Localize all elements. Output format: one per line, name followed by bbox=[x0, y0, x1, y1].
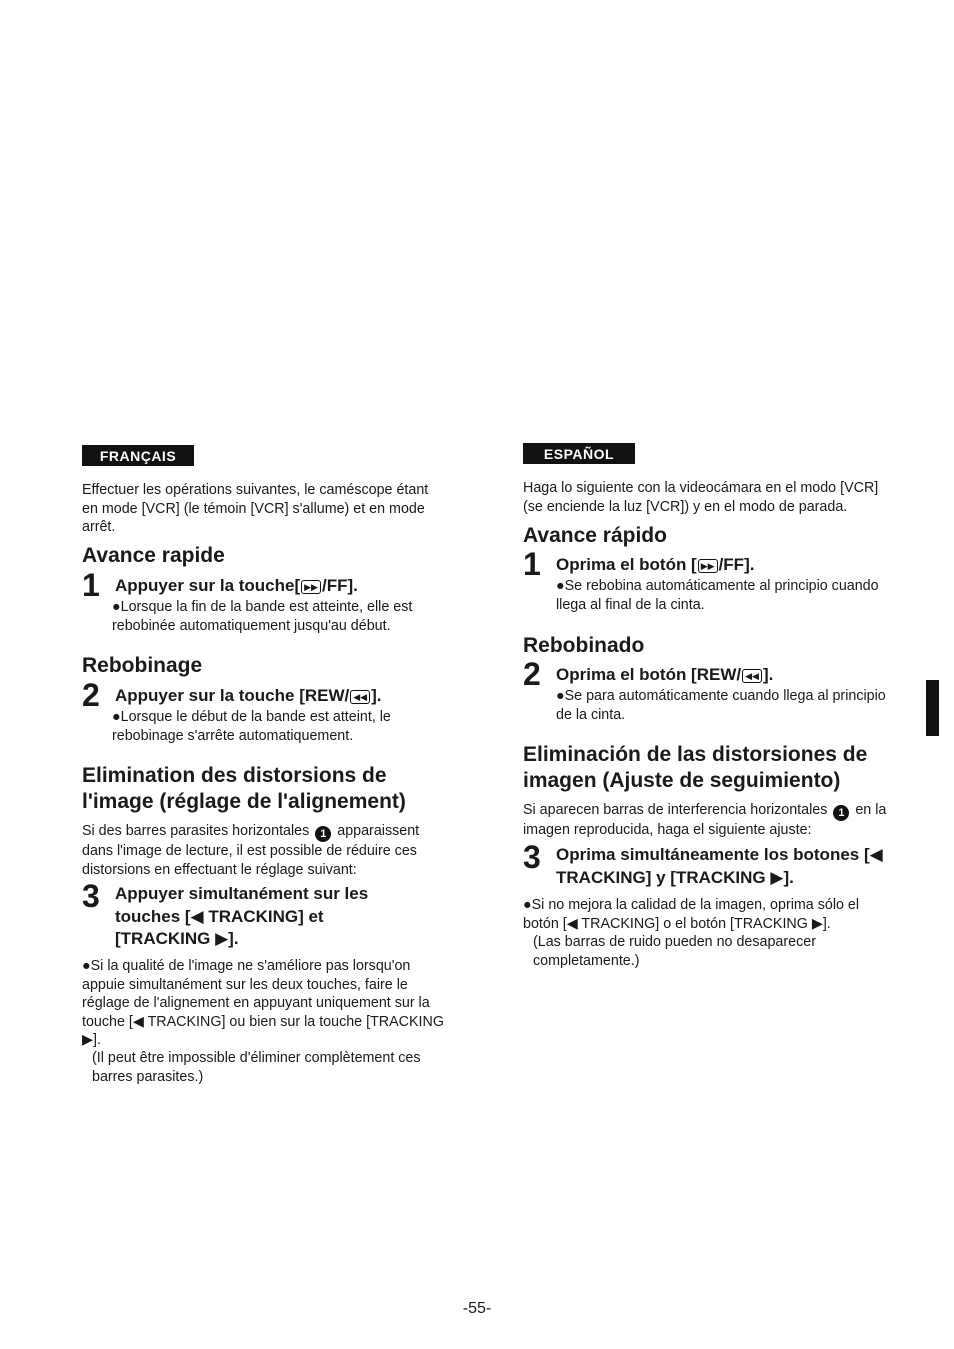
step-text: Appuyer simultanément sur les touches [◀ TRACKING] et [TRACKING ▶]. bbox=[115, 884, 369, 948]
step-text: Oprima el botón [REW/ ◀◀ ]. bbox=[556, 665, 774, 684]
step-number: 2 bbox=[82, 677, 100, 713]
section-title-fast-forward: Avance rapide bbox=[82, 544, 225, 567]
spanish-column bbox=[523, 0, 903, 1349]
note-fast-forward: ●Lorsque la fin de la bande est atteinte, elle est rebobinée automatiquement jusqu'au début. bbox=[112, 599, 413, 634]
note-rewind: ●Lorsque le début de la bande est atteint, le rebobinage s'arrête automatiquement. bbox=[112, 709, 391, 744]
reference-badge: 1 bbox=[833, 805, 849, 821]
step-fast-forward bbox=[523, 546, 903, 582]
page-number: -55- bbox=[462, 1300, 492, 1317]
note-tracking-secondary: (Il peut être impossible d'éliminer complètement ces barres parasites.) bbox=[92, 1050, 421, 1085]
intro-text: Effectuer les opérations suivantes, le caméscope étant en mode [VCR] (le témoin [VCR] s'allume) et en mode arrêt. bbox=[82, 482, 429, 536]
step-text: Oprima el botón [ ▶▶ /FF]. bbox=[556, 555, 755, 574]
step-fast-forward bbox=[82, 567, 462, 603]
note-rewind: ●Se para automáticamente cuando llega al principio de la cinta. bbox=[556, 688, 886, 723]
section-thumb-tab bbox=[926, 680, 939, 736]
rewind-icon: ◀◀ bbox=[350, 690, 370, 704]
step-tracking bbox=[82, 878, 462, 951]
fast-forward-icon: ▶▶ bbox=[301, 580, 321, 594]
note-tracking: ●Si no mejora la calidad de la imagen, oprima sólo el botón [◀ TRACKING] o el botón [TRACKING ▶]. bbox=[523, 897, 860, 932]
language-tag-french: FRANÇAIS bbox=[82, 445, 194, 466]
step-tracking bbox=[523, 839, 903, 892]
step-number: 1 bbox=[82, 567, 100, 603]
step-number: 3 bbox=[523, 839, 541, 875]
section-title-rewind: Rebobinage bbox=[82, 654, 203, 677]
intro-text: Haga lo siguiente con la videocámara en el modo [VCR] (se enciende la luz [VCR]) y en el modo de parada. bbox=[523, 480, 879, 515]
note-fast-forward: ●Se rebobina automáticamente al principio cuando llega al final de la cinta. bbox=[556, 578, 879, 613]
rewind-icon: ◀◀ bbox=[742, 669, 762, 683]
step-number: 3 bbox=[82, 878, 100, 914]
step-text: Appuyer sur la touche[ ▶▶ /FF]. bbox=[115, 576, 358, 595]
section-title-distortion: Eliminación de las distorsiones de imagen (Ajuste de seguimiento) bbox=[523, 743, 868, 792]
note-tracking-secondary: (Las barras de ruido pueden no desaparecer completamente.) bbox=[533, 934, 816, 969]
french-column bbox=[82, 0, 462, 1349]
step-number: 2 bbox=[523, 656, 541, 692]
language-tag-spanish: ESPAÑOL bbox=[523, 443, 635, 464]
note-tracking: ●Si la qualité de l'image ne s'améliore pas lorsqu'on appuie simultanément sur les deux touches, faire le réglage de l'alignement en appuyant uniquement sur la touche [◀ TRACKING] ou bien sur la touche [TRACKING ▶]. bbox=[82, 958, 444, 1049]
section-title-distortion: Elimination des distorsions de l'image (réglage de l'alignement) bbox=[82, 764, 406, 813]
step-text: Appuyer sur la touche [REW/ ◀◀ ]. bbox=[115, 686, 382, 705]
step-text: Oprima simultáneamente los botones [◀ TRACKING] y [TRACKING ▶]. bbox=[556, 845, 883, 887]
section-title-rewind: Rebobinado bbox=[523, 634, 645, 657]
distortion-intro: Si des barres parasites horizontales 1 apparaissent dans l'image de lecture, il est possible de réduire ces distorsions en effectuant le réglage suivant: bbox=[82, 823, 420, 878]
reference-badge: 1 bbox=[315, 826, 331, 842]
section-title-fast-forward: Avance rápido bbox=[523, 524, 667, 547]
step-rewind bbox=[82, 677, 462, 713]
step-rewind bbox=[523, 656, 903, 692]
distortion-intro: Si aparecen barras de interferencia horizontales 1 en la imagen reproducida, haga el siguiente ajuste: bbox=[523, 802, 887, 838]
fast-forward-icon: ▶▶ bbox=[698, 559, 718, 573]
step-number: 1 bbox=[523, 546, 541, 582]
